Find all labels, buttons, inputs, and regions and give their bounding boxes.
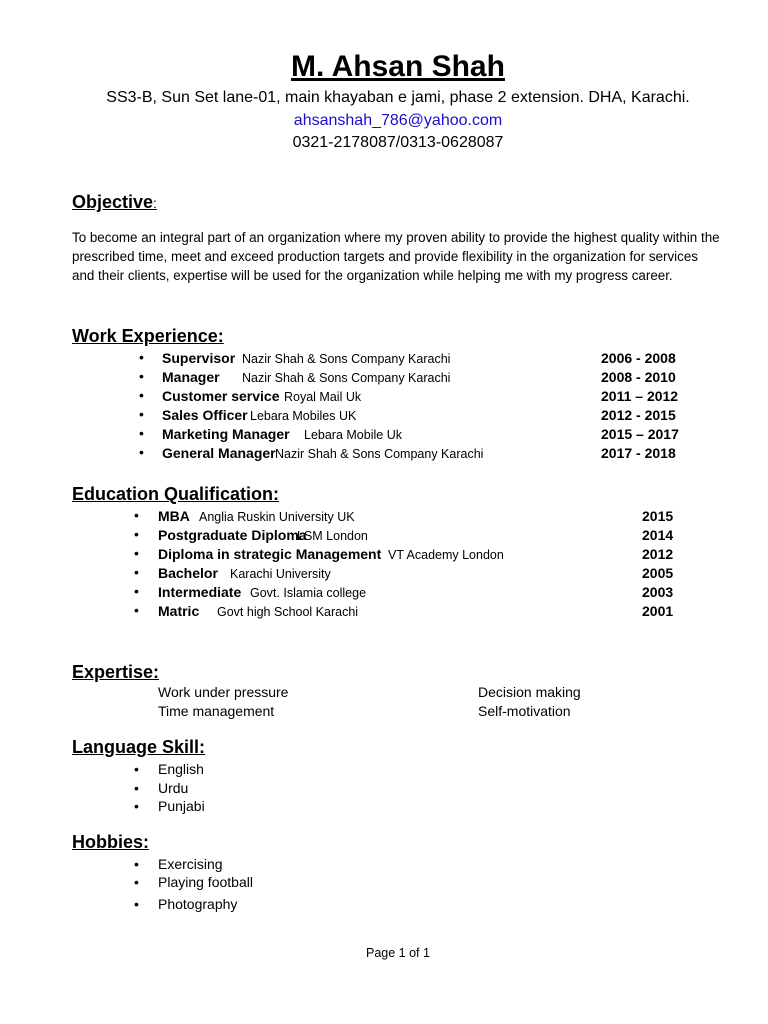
education-institute: Govt. Islamia college [250,586,367,600]
expertise-title: Expertise: [72,662,160,682]
job-organization: Nazir Shah & Sons Company Karachi [242,371,451,385]
education-year: 2012 [642,546,674,562]
bullet-icon: • [134,856,139,872]
job-organization: Royal Mail Uk [284,390,362,404]
language-item: Punjabi [158,798,205,814]
education-institute: LSM London [297,529,368,543]
bullet-icon: • [139,425,144,441]
job-years: 2012 - 2015 [601,407,676,423]
email-link[interactable]: ahsanshah_786@yahoo.com [293,112,503,129]
education-institute: Karachi University [230,567,331,581]
job-role: General Manager [162,445,276,461]
bullet-icon: • [134,779,139,796]
education-degree: Matric [158,603,200,619]
job-organization: Lebara Mobile Uk [304,428,402,442]
education-year: 2003 [642,584,674,600]
education-title: Education Qualification: [72,484,280,504]
language-item: English [158,761,204,777]
bullet-icon: • [134,583,139,599]
candidate-name: M. Ahsan Shah [291,50,505,83]
phone: 0321-2178087/0313-0628087 [292,134,504,151]
education-degree: Diploma in strategic Management [158,546,382,562]
objective-title: Objective [72,192,154,212]
page-number: Page 1 of 1 [366,946,430,960]
education-degree: Postgraduate Diploma [158,527,307,543]
job-role: Marketing Manager [162,426,290,442]
bullet-icon: • [139,387,144,403]
job-role: Manager [162,369,220,385]
hobby-item: Exercising [158,856,223,872]
expertise-item: Time management [158,703,275,719]
bullet-icon: • [134,761,139,777]
expertise-item: Work under pressure [158,684,289,700]
job-role: Sales Officer [162,407,248,423]
expertise-item: Self-motivation [478,703,571,719]
language-skill-title: Language Skill: [72,737,206,757]
bullet-icon: • [139,368,144,384]
job-organization: Lebara Mobiles UK [250,409,357,423]
objective-heading [72,192,157,213]
education-year: 2005 [642,565,674,581]
job-years: 2017 - 2018 [601,445,676,461]
education-degree: Intermediate [158,584,242,600]
bullet-icon: • [134,507,139,523]
hobby-item: Photography [158,896,238,912]
job-years: 2011 – 2012 [601,388,679,404]
objective-colon: : [153,195,157,211]
job-organization: Nazir Shah & Sons Company Karachi [275,447,484,461]
bullet-icon: • [139,444,144,460]
bullet-icon: • [134,526,139,542]
education-year: 2014 [642,527,674,543]
hobbies-title: Hobbies: [72,832,150,852]
expertise-item: Decision making [478,684,581,700]
language-item: Urdu [158,779,189,796]
job-years: 2008 - 2010 [601,369,676,385]
bullet-icon: • [134,874,139,890]
education-year: 2015 [642,508,674,524]
bullet-icon: • [134,896,139,912]
hobby-item: Playing football [158,874,253,890]
bullet-icon: • [134,564,139,580]
job-years: 2006 - 2008 [601,350,676,366]
objective-text: To become an integral part of an organization where my proven ability to provide the highest quality within the prescribed time, meet and exceed production targets and provide flexibility in the organization for services and their clients, expertise will be used for the organization while helping me with my progress career. [72,230,720,283]
job-organization: Nazir Shah & Sons Company Karachi [242,352,451,366]
education-year: 2001 [642,603,674,619]
work-experience-title: Work Experience: [72,326,224,346]
bullet-icon: • [134,798,139,814]
bullet-icon: • [139,406,144,422]
education-degree: MBA [158,508,190,524]
bullet-icon: • [134,545,139,561]
bullet-icon: • [139,349,144,365]
education-institute: Anglia Ruskin University UK [199,510,355,524]
education-institute: Govt high School Karachi [217,605,359,619]
bullet-icon: • [134,602,139,618]
education-degree: Bachelor [158,565,218,581]
education-institute: VT Academy London [388,548,504,562]
job-role: Supervisor [162,350,236,366]
job-years: 2015 – 2017 [601,426,679,442]
address: SS3-B, Sun Set lane-01, main khayaban e jami, phase 2 extension. DHA, Karachi. [106,89,690,106]
job-role: Customer service [162,388,280,404]
